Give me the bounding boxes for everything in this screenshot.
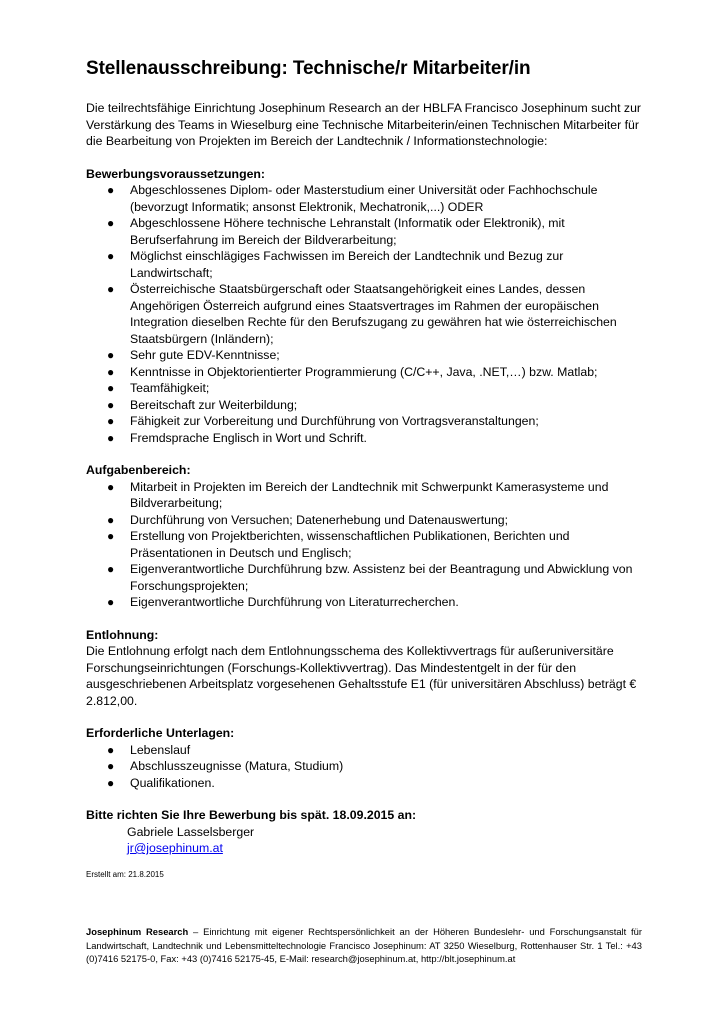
list-item: ● Abgeschlossene Höhere technische Lehranstalt (Informatik oder Elektronik), mit Berufserfahrung im Bereich der Bildverarbeitung;: [107, 216, 565, 247]
list-item: ● Durchführung von Versuchen; Datenerhebung und Datenauswertung;: [107, 512, 509, 527]
bullet-icon: ●: [107, 562, 115, 576]
list-item: ● Kenntnisse in Objektorientierter Programmierung (C/C++, Java, .NET,…) bzw. Matlab;: [107, 364, 598, 379]
bullet-icon: ●: [107, 430, 115, 445]
list-item: ● Abgeschlossenes Diplom- oder Masterstudium einer Universität oder Fachhochschule (bevorzugt Informatik; ansonst Elektronik, Mechatronik,...) ODER: [107, 183, 598, 214]
salary-text: Die Entlohnung erfolgt nach dem Entlohnungsschema des Kollektivvertrags für außeruniversitäre Forschungseinrichtungen (Forschungs-Kollektivvertrag). Das Mindestentgelt in der für den ausgeschriebenen Arbeitsplatz vorgesehenen Gehaltsstufe E1 (für universitären Abschluss) beträgt € 2.812,00.: [86, 644, 637, 708]
bullet-icon: ●: [107, 282, 115, 296]
footer-org: Josephinum Research: [86, 926, 189, 937]
list-item: ● Österreichische Staatsbürgerschaft oder Staatsangehörigkeit eines Landes, dessen Angehörigen Österreich aufgrund eines Staatsvertrages im Rahmen der europäischen Integration dieselben Rechte für den Berufszugang zu gewähren hat wie österreichischen Staatsbürgern (Inländern);: [107, 282, 617, 346]
document-page: [86, 56, 646, 880]
documents-list: [86, 742, 646, 792]
list-item: ● Eigenverantwortliche Durchführung bzw. Assistenz bei der Beantragung und Abwicklung von Forschungsprojekten;: [107, 562, 633, 593]
list-item: ● Lebenslauf: [107, 742, 191, 757]
requirements-list: [86, 182, 646, 446]
bullet-icon: ●: [107, 216, 115, 230]
list-item: ● Qualifikationen.: [107, 775, 215, 790]
bullet-icon: ●: [107, 381, 115, 395]
requirements-heading: Bewerbungsvoraussetzungen:: [86, 166, 266, 181]
bullet-icon: ●: [107, 364, 115, 379]
created-date: Erstellt am: 21.8.2015: [86, 869, 164, 879]
application-heading: Bitte richten Sie Ihre Bewerbung bis spät. 18.09.2015 an:: [86, 808, 417, 822]
bullet-icon: ●: [107, 479, 115, 494]
contact-email-link[interactable]: jr@josephinum.at: [127, 841, 223, 855]
bullet-icon: ●: [107, 397, 115, 412]
list-item: ● Teamfähigkeit;: [107, 381, 210, 395]
bullet-icon: ●: [107, 512, 115, 527]
bullet-icon: ●: [107, 775, 115, 790]
intro-paragraph: Die teilrechtsfähige Einrichtung Josephinum Research an der HBLFA Francisco Josephinum sucht zur Verstärkung des Teams in Wieselburg eine Technische Mitarbeiterin/einen Technischen Mitarbeiter für die Bearbeitung von Projekten im Bereich der Landtechnik / Informationstechnologie:: [86, 101, 642, 148]
list-item: ● Fremdsprache Englisch in Wort und Schrift.: [107, 430, 367, 445]
list-item: ● Eigenverantwortliche Durchführung von Literaturrecherchen.: [107, 595, 459, 609]
contact-name: Gabriele Lasselsberger: [127, 824, 255, 839]
bullet-icon: ●: [107, 414, 115, 428]
bullet-icon: ●: [107, 759, 115, 773]
bullet-icon: ●: [107, 742, 115, 757]
page-title: Stellenausschreibung: Technische/r Mitarbeiter/in: [86, 58, 531, 79]
salary-heading: Entlohnung:: [86, 627, 159, 642]
bullet-icon: ●: [107, 183, 115, 197]
bullet-icon: ●: [107, 595, 115, 609]
list-item: ● Mitarbeit in Projekten im Bereich der Landtechnik mit Schwerpunkt Kamerasysteme und Bildverarbeitung;: [107, 479, 609, 510]
tasks-heading: Aufgabenbereich:: [86, 463, 191, 477]
list-item: ● Sehr gute EDV-Kenntnisse;: [107, 348, 280, 362]
page-footer: [86, 925, 642, 966]
list-item: ● Bereitschaft zur Weiterbildung;: [107, 397, 298, 412]
tasks-list: [86, 479, 646, 611]
list-item: ● Abschlusszeugnisse (Matura, Studium): [107, 759, 344, 773]
documents-heading: Erforderliche Unterlagen:: [86, 726, 235, 740]
list-item: ● Fähigkeit zur Vorbereitung und Durchführung von Vortragsveranstaltungen;: [107, 414, 539, 428]
footer-text: – Einrichtung mit eigener Rechtspersönlichkeit an der Höheren Bundeslehr- und Forschungsanstalt für Landwirtschaft, Landtechnik und Lebensmitteltechnologie Francisco Josephinum: AT 3250 Wieselburg, Rottenhauser Str. 1 Tel.: +43 (0)7416 52175-0, Fax: +43 (0)7416 52175-45, E-Mail: research@josephinum.at, http://blt.josephinum.at: [86, 926, 642, 964]
bullet-icon: ●: [107, 348, 115, 362]
list-item: ● Möglichst einschlägiges Fachwissen im Bereich der Landtechnik und Bezug zur Landwirtschaft;: [107, 249, 564, 280]
list-item: ● Erstellung von Projektberichten, wissenschaftlichen Publikationen, Berichten und Präsentationen in Deutsch und Englisch;: [107, 529, 570, 560]
bullet-icon: ●: [107, 529, 115, 543]
bullet-icon: ●: [107, 249, 115, 263]
